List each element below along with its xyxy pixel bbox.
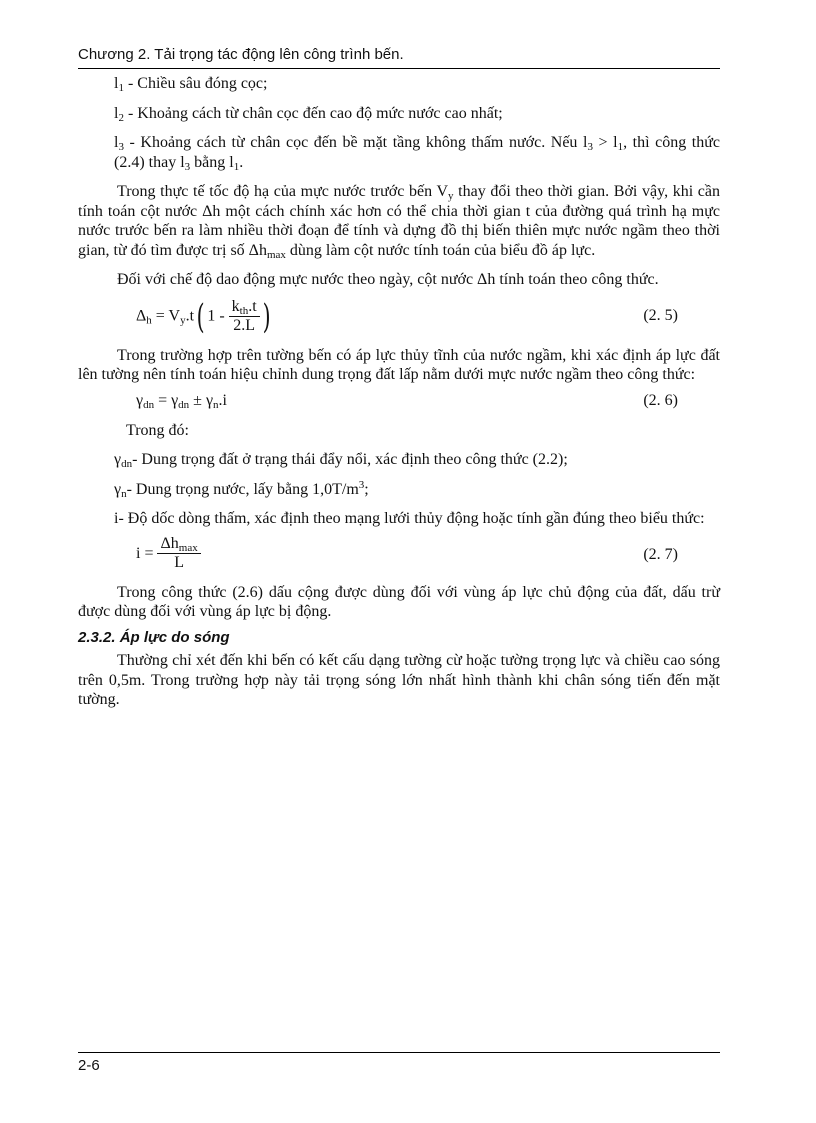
eq-subscript: n: [213, 398, 219, 411]
fraction: [229, 298, 260, 335]
definition-l3: [114, 133, 720, 172]
symbol-subscript: 3: [118, 141, 124, 153]
symbol-subscript: 1: [617, 141, 624, 153]
eq-symbol: = V: [151, 307, 181, 325]
paragraph-wave: Thường chỉ xét đến khi bến có kết cấu dạng tường cừ hoặc tường trọng lực và chiều cao sóng trên 0,5m. Trong trường hợp này tải trọng sóng lớn nhất hình thành khi chân sóng tiến đến mặt tường.: [78, 652, 720, 708]
item-i: i- Độ dốc dòng thấm, xác định theo mạng lưới thủy động hoặc tính gần đúng theo biểu thức:: [114, 510, 705, 527]
section-heading: [78, 628, 720, 648]
equation-body: [136, 298, 273, 336]
equation-body: [136, 391, 227, 411]
item-gamma-n: [114, 480, 720, 500]
definition-text: , thì công thức (2.4) thay l: [114, 134, 720, 171]
symbol-subscript: 2: [118, 111, 124, 124]
section-heading-text: 2.3.2. Áp lực do sóng: [78, 628, 230, 646]
symbol-subscript: 3: [184, 160, 191, 173]
equation-number: (2. 6): [643, 391, 678, 409]
equation-2-5: [78, 296, 720, 340]
footer-rule: [78, 1052, 720, 1053]
symbol-subscript: 1: [233, 160, 240, 173]
eq-symbol: Δh: [160, 534, 179, 552]
header-rule: [78, 68, 720, 69]
eq-symbol: .t: [185, 307, 195, 325]
symbol-l: l: [114, 75, 119, 92]
eq-subscript: dn: [121, 458, 133, 470]
paragraph-daily-oscillation: Đối với chế độ dao động mực nước theo ngày, cột nước Δh tính toán theo công thức.: [117, 271, 659, 288]
definition-text: - Khoảng cách từ chân cọc đến cao độ mức nước cao nhất;: [123, 104, 503, 122]
eq-subscript: n: [121, 487, 127, 500]
eq-symbol: γ: [114, 451, 122, 468]
fraction-numerator: [157, 535, 200, 554]
eq-superscript: 3: [358, 478, 365, 491]
equation-number: (2. 7): [643, 545, 678, 563]
item-gamma-dn: [114, 450, 720, 470]
fraction-denominator: L: [174, 553, 184, 571]
eq-subscript: h: [146, 314, 152, 327]
eq-subscript: dn: [143, 398, 155, 411]
eq-subscript: y: [180, 314, 186, 327]
symbol-subscript: y: [448, 190, 454, 202]
eq-symbol: γ: [114, 480, 122, 498]
paragraph-text: Trong thực tế tốc độ hạ của mực nước trước bến V: [117, 183, 449, 200]
eq-symbol: .t: [248, 298, 257, 315]
eq-symbol: ± γ: [189, 391, 214, 409]
right-paren: ): [262, 296, 271, 337]
eq-symbol: Δ: [136, 307, 147, 325]
eq-subscript: dn: [178, 398, 190, 411]
page-content: [78, 71, 720, 710]
symbol-subscript: max: [266, 248, 286, 261]
paragraph-hydrostatic: Trong trường hợp trên tường bến có áp lực thủy tĩnh của nước ngầm, khi xác định áp lực đất lên tường nên tính toán hiệu chỉnh dung trọng đất lấp nằm dưới mực nước ngầm theo công thức:: [78, 346, 720, 383]
left-paren: (: [196, 296, 205, 337]
definition-text: > l: [592, 134, 618, 151]
fraction-denominator: 2.L: [233, 317, 256, 334]
eq-symbol: i =: [136, 544, 158, 562]
symbol-subscript: 1: [118, 82, 124, 94]
symbol-l: l: [114, 104, 119, 122]
paragraph-text: dùng làm cột nước tính toán của biểu đồ áp lực.: [285, 241, 596, 259]
paragraph-text: thay đổi theo thời gian. Bởi vậy, khi cần tính toán cột nước Δh một cách chính xác hơn có thể chia thời gian t của đường quá trình hạ mực nước trước bến ra làm nhiều thời đoạn để tính và dựng đồ thị biến thiên mực nước ngầm theo thời gian, từ đó tìm được trị số Δh: [78, 183, 720, 259]
definition-l1: [114, 74, 720, 94]
equation-2-6: [78, 391, 720, 417]
eq-symbol: .i: [218, 391, 227, 409]
fraction: [157, 535, 200, 572]
page-header-title: Chương 2. Tải trọng tác động lên công trình bến.: [78, 46, 404, 63]
where-label: Trong đó:: [126, 421, 189, 439]
item-text: - Dung trọng nước, lấy bằng 1,0T/m: [126, 480, 359, 498]
fraction-numerator: [229, 298, 260, 317]
symbol-l: l: [114, 134, 119, 151]
item-text: - Dung trọng đất ở trạng thái đẩy nổi, xác định theo công thức (2.2);: [132, 451, 568, 468]
paragraph-signs: Trong công thức (2.6) dấu cộng được dùng đối với vùng áp lực chủ động của đất, dấu trừ được dùng đối với vùng áp lực bị động.: [78, 583, 720, 620]
eq-subscript: max: [178, 541, 198, 554]
eq-subscript: th: [239, 305, 249, 317]
eq-symbol: 1 -: [207, 307, 229, 325]
definition-text: bằng l: [190, 153, 234, 171]
equation-2-7: [78, 535, 720, 577]
equation-body: [136, 535, 201, 572]
eq-symbol: k: [231, 298, 240, 315]
definition-text: .: [239, 153, 244, 171]
definition-l2: [114, 104, 720, 124]
paragraph-velocity: [78, 182, 720, 260]
eq-symbol: = γ: [154, 391, 179, 409]
item-text: ;: [364, 480, 369, 498]
page-number: 2-6: [78, 1057, 100, 1074]
definition-text: - Chiều sâu đóng cọc;: [123, 75, 268, 92]
definition-text: - Khoảng cách từ chân cọc đến bề mặt tầng không thấm nước. Nếu l: [123, 134, 588, 151]
eq-symbol: γ: [136, 391, 144, 409]
equation-number: (2. 5): [643, 306, 678, 324]
symbol-subscript: 3: [587, 141, 593, 153]
